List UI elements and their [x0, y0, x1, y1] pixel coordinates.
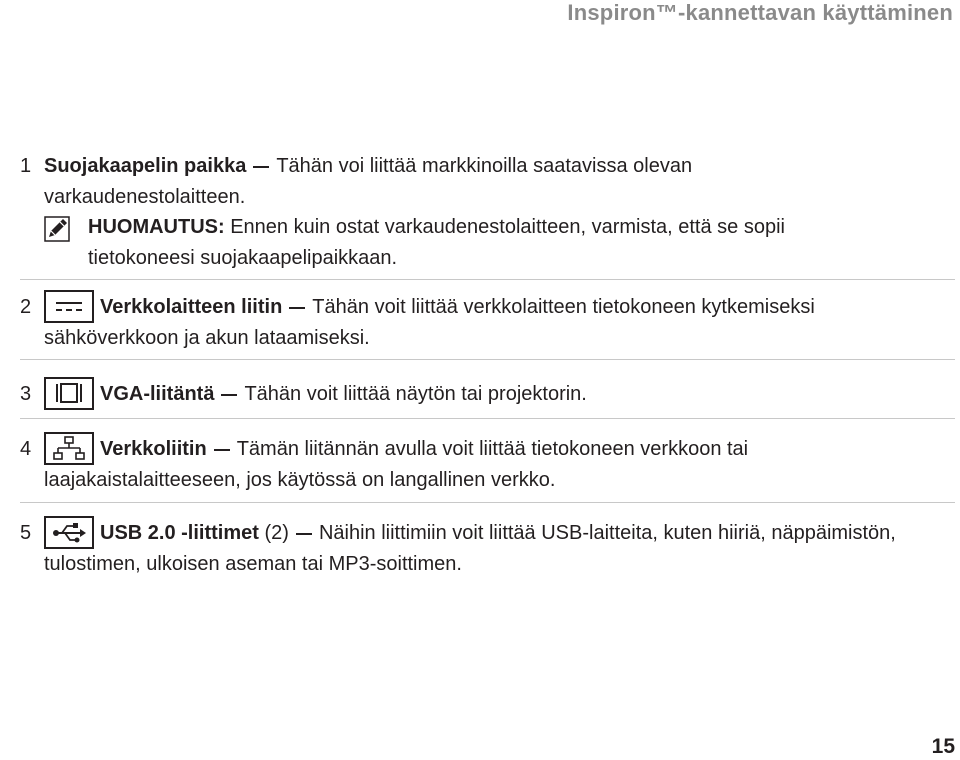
- item-description: Tähän voi liittää markkinoilla saatavissa olevan: [276, 155, 693, 177]
- divider: [20, 418, 955, 419]
- item-description: Tämän liitännän avulla voit liittää tietokoneen verkkoon tai: [236, 438, 749, 460]
- item-term: VGA-liitäntä: [100, 383, 215, 405]
- divider: [20, 359, 955, 360]
- note-pencil-icon: [44, 216, 70, 242]
- em-dash: [296, 533, 312, 535]
- item-term: Verkkolaitteen liitin: [100, 296, 283, 318]
- divider: [20, 279, 955, 280]
- list-item-vga: [20, 379, 955, 410]
- item-description: Näihin liittimiin voit liittää USB-laitteita, kuten hiiriä, näppäimistön,: [318, 522, 896, 544]
- list-item-security-slot: [20, 151, 955, 213]
- item-description: Tähän voit liittää verkkolaitteen tietokoneen kytkemiseksi: [312, 296, 815, 318]
- item-term: Verkkoliitin: [100, 438, 207, 460]
- em-dash: [253, 166, 269, 168]
- note-label: HUOMAUTUS:: [88, 216, 225, 238]
- item-term: Suojakaapelin paikka: [44, 155, 247, 177]
- note-block: [44, 212, 944, 274]
- item-description-continued: tulostimen, ulkoisen aseman tai MP3-soittimen.: [44, 553, 462, 575]
- note-text-continued: tietokoneesi suojakaapelipaikkaan.: [88, 247, 398, 269]
- item-number: 3: [20, 383, 32, 405]
- item-term-suffix: (2): [264, 522, 289, 544]
- note-text: Ennen kuin ostat varkaudenestolaitteen, varmista, että se sopii: [230, 216, 785, 238]
- item-term: USB 2.0 -liittimet: [100, 522, 259, 544]
- list-item-network: [20, 434, 955, 496]
- item-number: 1: [20, 155, 32, 177]
- divider: [20, 502, 955, 503]
- item-description-continued: sähköverkkoon ja akun lataamiseksi.: [44, 327, 370, 349]
- item-number: 4: [20, 438, 32, 460]
- page-number: 15: [931, 735, 955, 758]
- item-description-continued: varkaudenestolaitteen.: [44, 186, 246, 208]
- list-item-usb: [20, 518, 955, 580]
- item-number: 2: [20, 296, 32, 318]
- em-dash: [289, 307, 305, 309]
- item-number: 5: [20, 522, 32, 544]
- list-item-ac-adapter: [20, 292, 955, 354]
- item-description-continued: laajakaistalaitteeseen, jos käytössä on langallinen verkko.: [44, 469, 556, 491]
- em-dash: [221, 394, 237, 396]
- running-header: Inspiron™-kannettavan käyttäminen: [567, 0, 953, 25]
- item-description: Tähän voit liittää näytön tai projektorin.: [244, 383, 587, 405]
- em-dash: [214, 449, 230, 451]
